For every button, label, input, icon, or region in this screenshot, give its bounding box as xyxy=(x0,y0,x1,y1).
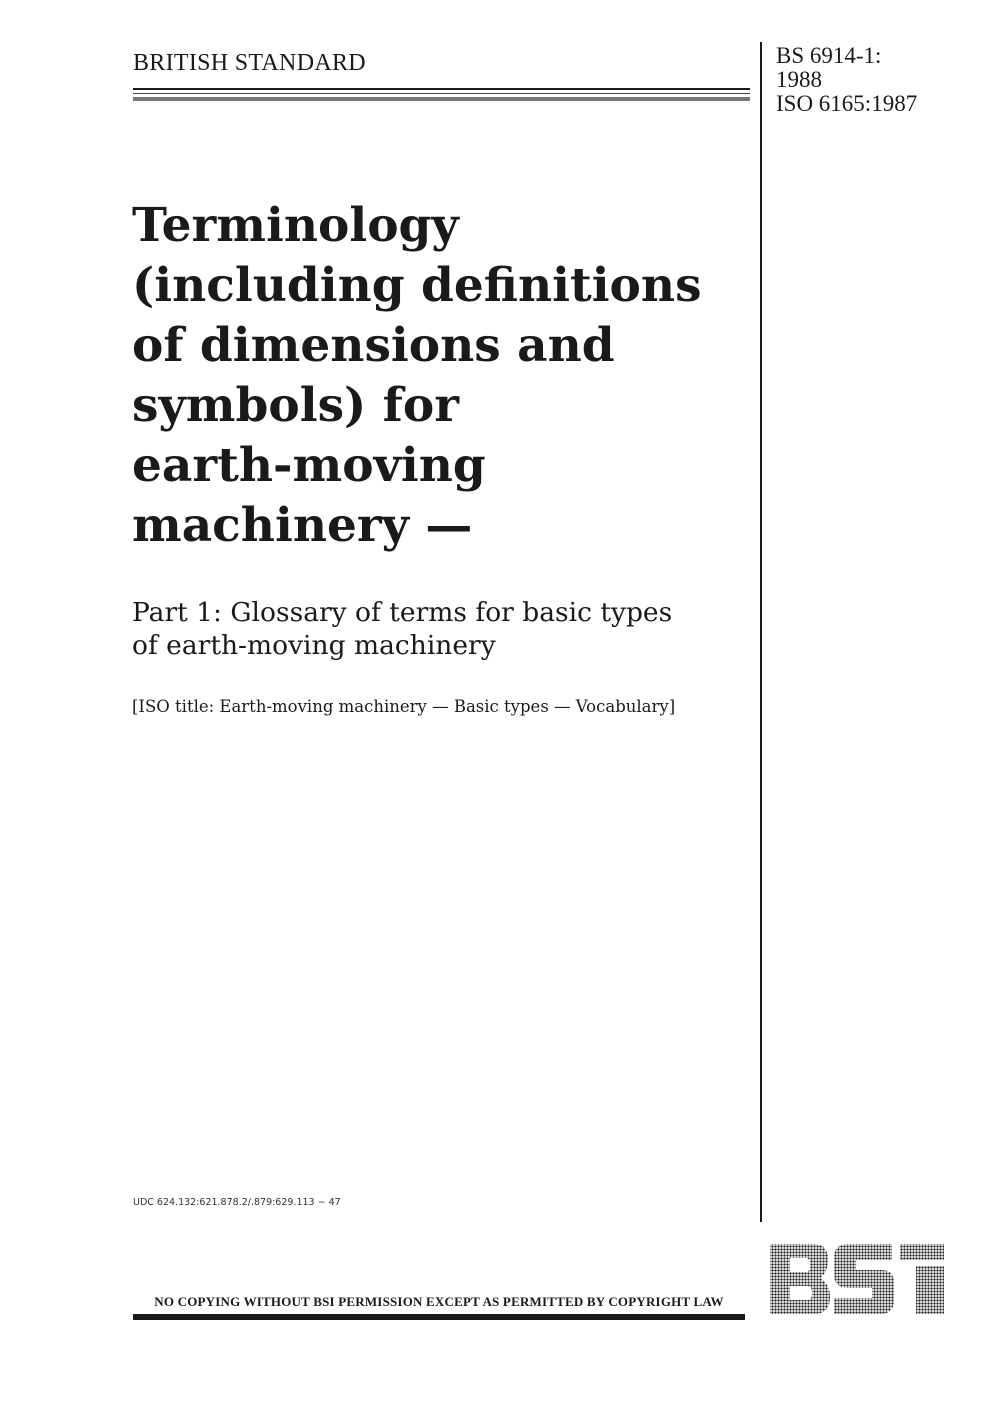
udc-code: UDC 624.132:621.878.2/.879:629.113 − 47 xyxy=(133,1197,341,1208)
title-line: of dimensions and xyxy=(132,318,615,373)
iso-title: [ISO title: Earth-moving machinery — Basic types — Vocabulary] xyxy=(132,697,676,716)
part-title xyxy=(132,596,752,662)
header-rule xyxy=(133,93,750,94)
standard-number-line: 1988 xyxy=(776,67,822,92)
copyright-notice: NO COPYING WITHOUT BSI PERMISSION EXCEPT AS PERMITTED BY COPYRIGHT LAW xyxy=(154,1294,724,1309)
series-label: BRITISH STANDARD xyxy=(133,50,366,76)
part-title-line: of earth-moving machinery xyxy=(132,630,496,661)
standard-number xyxy=(776,44,917,116)
document-title xyxy=(132,196,752,556)
bsi-logo-icon xyxy=(768,1242,946,1316)
title-line: earth-moving xyxy=(132,438,486,493)
header-rule xyxy=(133,88,750,90)
standard-number-line: ISO 6165:1987 xyxy=(776,91,918,116)
footer-rule xyxy=(133,1314,745,1320)
header-rule xyxy=(133,97,750,101)
title-line: Terminology xyxy=(132,198,459,253)
title-line: (including definitions xyxy=(132,258,702,313)
vertical-divider xyxy=(760,42,762,1222)
part-title-line: Part 1: Glossary of terms for basic types xyxy=(132,597,673,628)
title-line: symbols) for xyxy=(132,378,459,433)
title-line: machinery — xyxy=(132,498,473,553)
standard-number-line: BS 6914-1: xyxy=(776,43,882,68)
